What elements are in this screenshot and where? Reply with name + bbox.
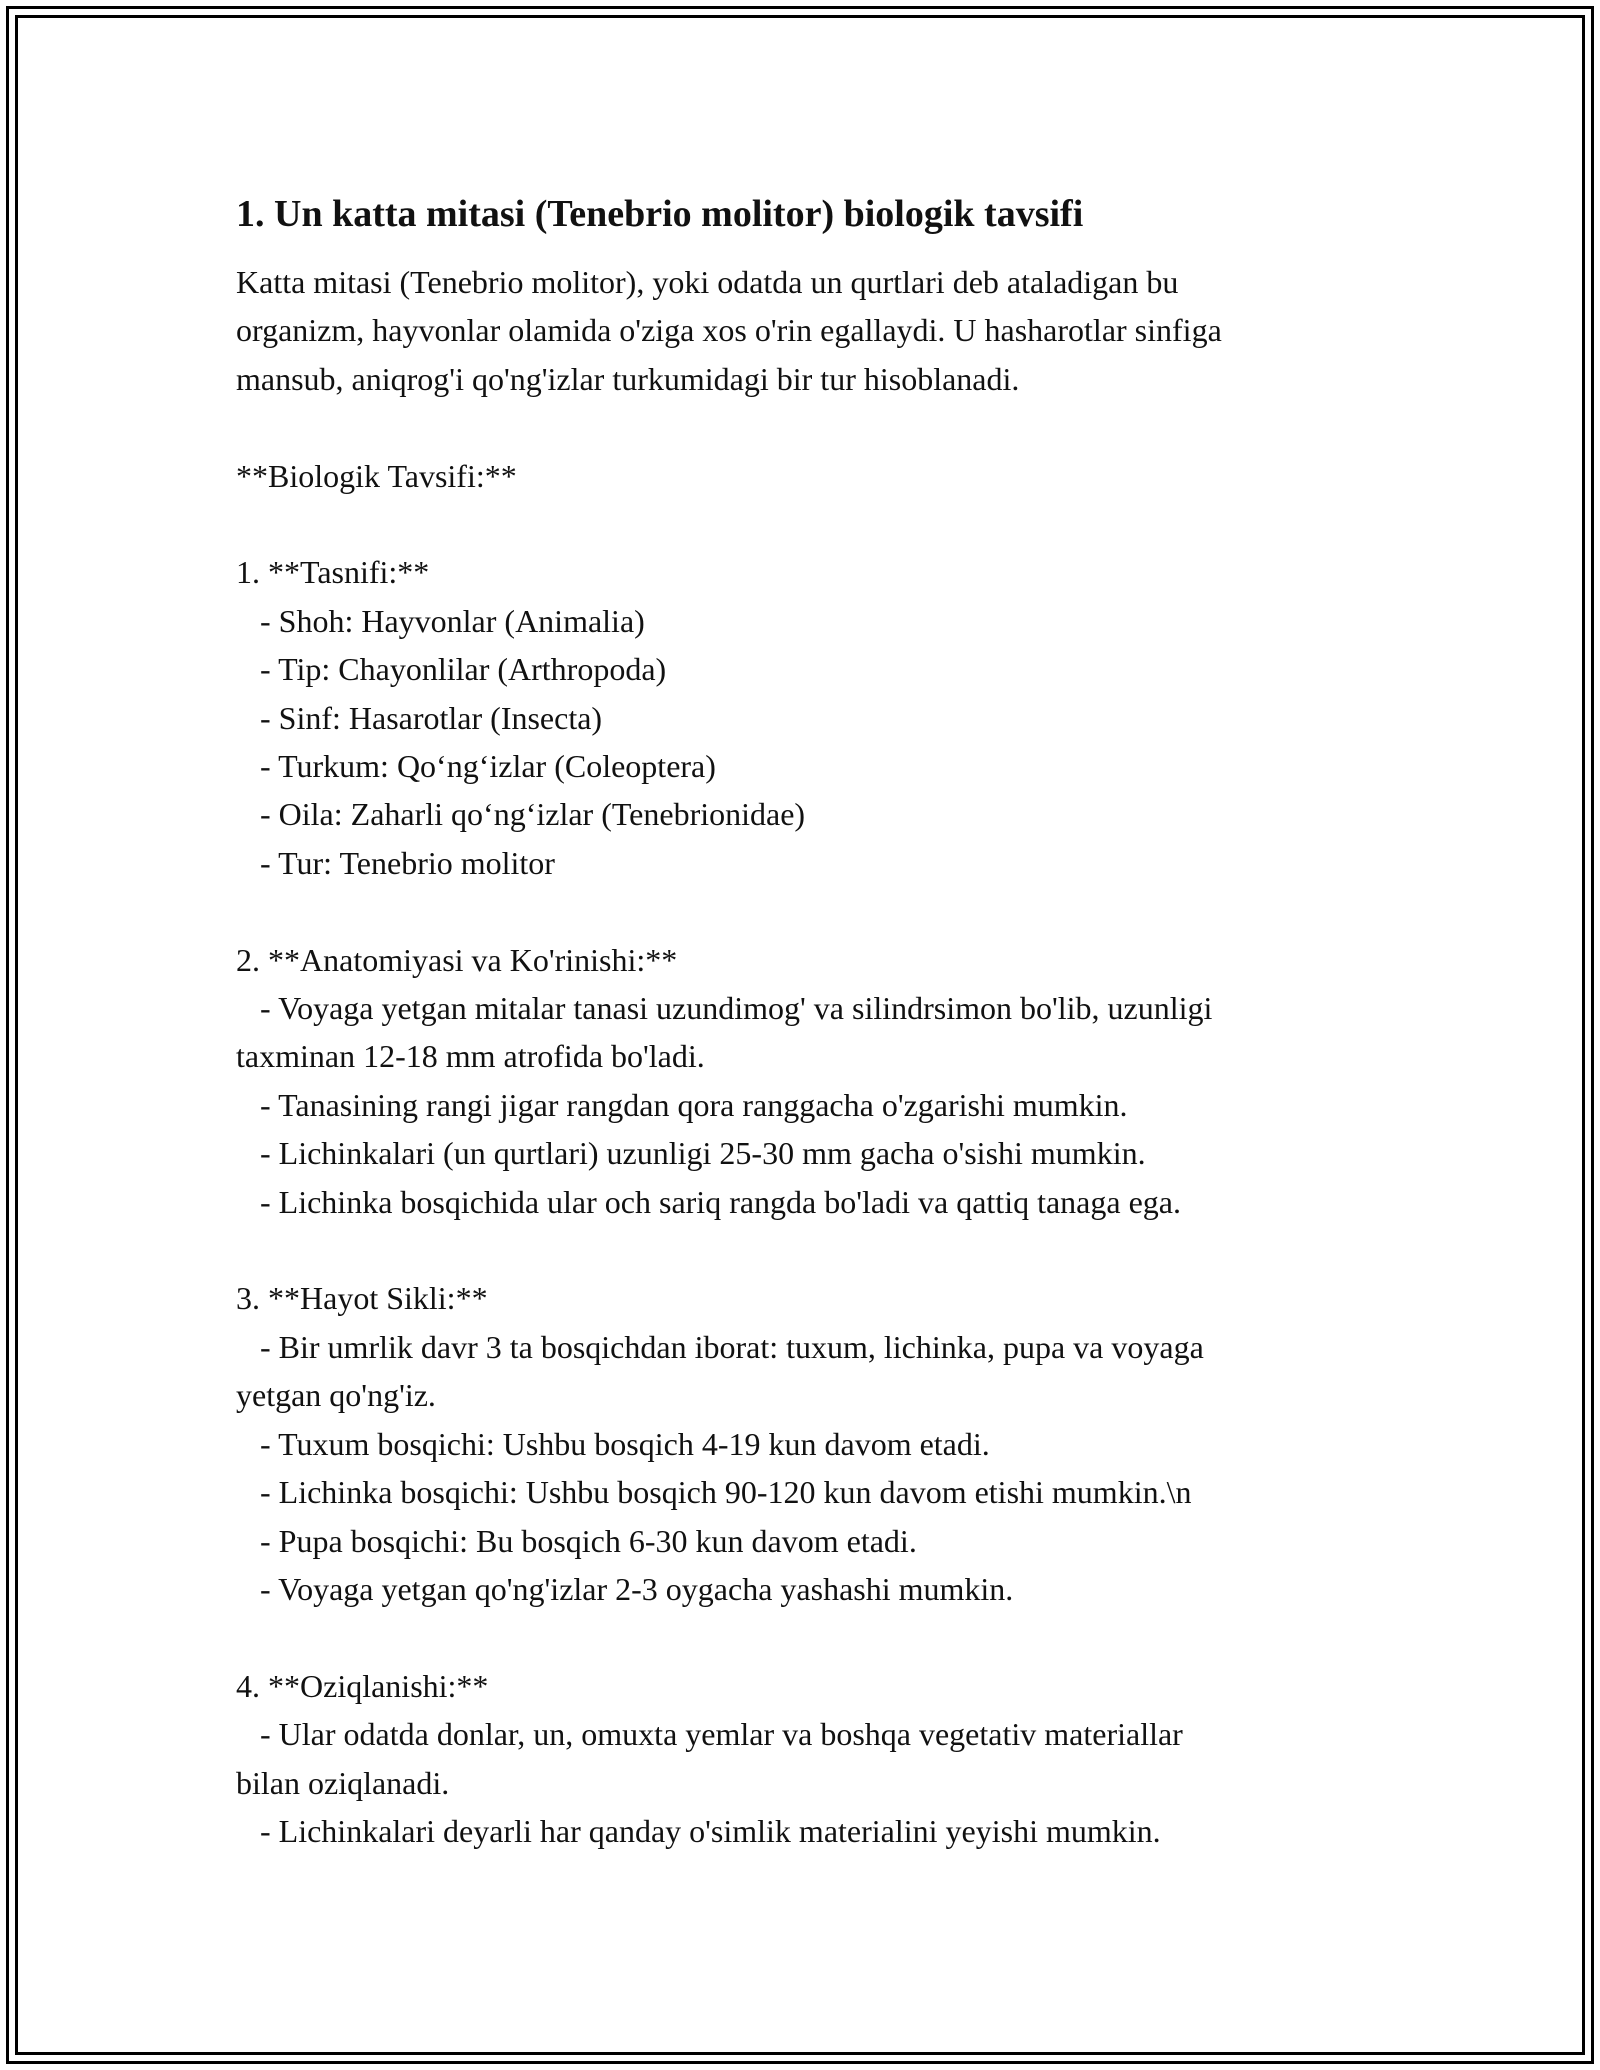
list-heading: 3. **Hayot Sikli:**	[236, 1280, 488, 1317]
document-body	[236, 188, 1386, 1855]
blank-line	[236, 887, 1386, 935]
list-item: - Tanasining rangi jigar rangdan qora ranggacha o'zgarishi mumkin.	[236, 1086, 1128, 1123]
list-item: - Lichinkalari (un qurtlari) uzunligi 25-30 mm gacha o'sishi mumkin.	[236, 1135, 1146, 1172]
list-item: - Lichinka bosqichi: Ushbu bosqich 90-120 kun davom etishi mumkin.\n	[236, 1474, 1192, 1511]
list-item: - Shoh: Hayvonlar (Animalia)	[236, 602, 645, 639]
blank-line	[236, 1226, 1386, 1274]
list-item: - Oila: Zaharli qo‘ng‘izlar (Tenebrionidae)	[236, 796, 806, 833]
text-line: Katta mitasi (Tenebrio molitor), yoki odatda un qurtlari deb ataladigan bu	[236, 264, 1179, 300]
section-heading: **Biologik Tavsifi:**	[236, 457, 517, 494]
list-item: - Voyaga yetgan qo'ng'izlar 2-3 oygacha yashashi mumkin.	[236, 1570, 1014, 1607]
document-title: 1. Un katta mitasi (Tenebrio molitor) biologik tavsifi	[236, 193, 1084, 235]
list-heading: 1. **Tasnifi:**	[236, 554, 430, 591]
list-item-continuation: taxminan 12-18 mm atrofida bo'ladi.	[236, 1038, 705, 1075]
list-item: - Tip: Chayonlilar (Arthropoda)	[236, 651, 667, 688]
blank-line	[236, 1613, 1386, 1661]
list-heading: 2. **Anatomiyasi va Ko'rinishi:**	[236, 941, 678, 978]
list-item: - Turkum: Qo‘ng‘izlar (Coleoptera)	[236, 748, 716, 785]
list-item: - Bir umrlik davr 3 ta bosqichdan iborat: tuxum, lichinka, pupa va voyaga	[236, 1328, 1204, 1365]
list-item-continuation: yetgan qo'ng'iz.	[236, 1377, 436, 1414]
list-item-continuation: bilan oziqlanadi.	[236, 1764, 450, 1801]
text-line: mansub, aniqrog'i qo'ng'izlar turkumidagi bir tur hisoblanadi.	[236, 360, 1020, 397]
list-item: - Sinf: Hasarotlar (Insecta)	[236, 699, 603, 736]
list-item: - Pupa bosqichi: Bu bosqich 6-30 kun davom etadi.	[236, 1522, 917, 1559]
list-heading: 4. **Oziqlanishi:**	[236, 1667, 489, 1704]
list-item: - Lichinka bosqichida ular och sariq rangda bo'ladi va qattiq tanaga ega.	[236, 1183, 1181, 1220]
text-line: organizm, hayvonlar olamida o'ziga xos o'rin egallaydi. U hasharotlar sinfiga	[236, 312, 1222, 349]
list-item: - Tuxum bosqichi: Ushbu bosqich 4-19 kun davom etadi.	[236, 1425, 990, 1462]
list-item: - Tur: Tenebrio molitor	[236, 844, 555, 881]
document-text	[236, 258, 1386, 1855]
blank-line	[236, 500, 1386, 548]
list-item: - Ular odatda donlar, un, omuxta yemlar va boshqa vegetativ materiallar	[236, 1716, 1183, 1753]
list-item: - Voyaga yetgan mitalar tanasi uzundimog' va silindrsimon bo'lib, uzunligi	[236, 990, 1213, 1027]
blank-line	[236, 403, 1386, 451]
list-item: - Lichinkalari deyarli har qanday o'simlik materialini yeyishi mumkin.	[236, 1812, 1161, 1849]
